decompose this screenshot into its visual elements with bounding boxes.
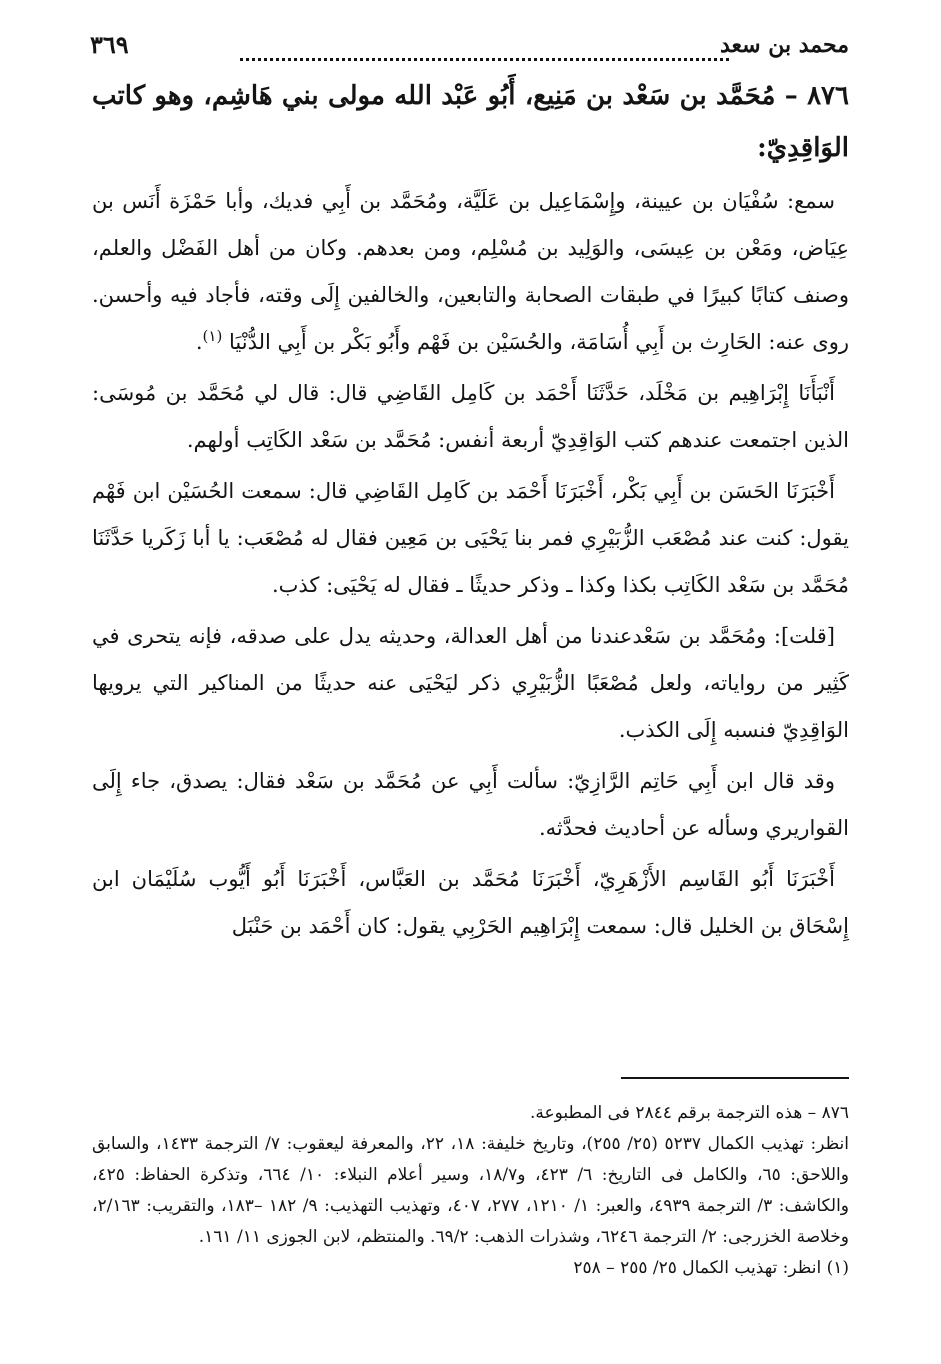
footnote-divider [621, 1077, 849, 1079]
footnote-entry-number: ٨٧٦ – هذه الترجمة برقم ٢٨٤٤ فى المطبوعة. [529, 1103, 849, 1123]
footnote-reference: (١) [202, 327, 223, 345]
paragraph-abu-hatim: وقد قال ابن أَبِي حَاتِم الرَّازِيّ: سألت أَبِي عن مُحَمَّد بن سَعْد فقال: يصدق، جاء إِلَى القواريري وسأله عن أحاديث فحدَّثه. [92, 769, 849, 840]
footnote-sources: انظر: تهذيب الكمال ٥٢٣٧ (٢٥/ ٢٥٥)، وتاريخ خليفة: ١٨، ٢٢، والمعرفة ليعقوب: ٧/ الترجمة ١٤٣٣، والسابق واللاحق: ٦٥، والكامل فى التاريخ: ٦/ ٤٢٣، و١٨/٧، وسير أعلام النبلاء: ١٠/ ٦٦٤، وتذكرة الحفاظ: ٤٢٥، والكاشف: ٣/ الترجمة ٤٩٣٩، والعبر: ١/ ١٢١٠، ٢٧٧، ٤٠٧، وتهذيب التهذيب: ٩/ ١٨٢ –١٨٣، والتقريب: ٢/١٦٣، وخلاصة الخزرجى: ٢/ الترجمة ٦٢٤٦، وشذرات الذهب: ٦٩/٢. والمنتظم، لابن الجوزى ١١/ ١٦١. [92, 1134, 850, 1247]
paragraph-transmitters-text: سمع: سُفْيَان بن عيينة، وإِسْمَاعِيل بن عَلَيَّة، ومُحَمَّد بن أَبِي فديك، وأبا حَمْزَة أَنَس بن عِيَاض، ومَعْن بن عِيسَى، والوَلِيد بن مُسْلِم، ومن بعدهم. وكان من أهل الفَضْل والعلم، وصنف كتابًا كبيرًا في طبقات الصحابة والتابعين، والخالفين إِلَى وقته، فأجاد فيه وأحسن. روى عنه: الحَارِث بن أَبِي أُسَامَة، والحُسَيْن بن فَهْم وأَبُو بَكْر بن أَبِي الدُّنْيَا [92, 189, 849, 354]
sentence-end: . [195, 330, 203, 354]
running-title: محمد بن سعد [719, 32, 849, 58]
header-dot-leader [240, 58, 729, 61]
footnotes [92, 1098, 849, 1284]
entry-title: ٨٧٦ – مُحَمَّد بن سَعْد بن مَنِيع، أَبُو عَبْد الله مولى بني هَاشِم، وهو كاتب الوَاقِدِيّ: [92, 81, 849, 163]
paragraph-author-comment: [قلت]: ومُحَمَّد بن سَعْدعندنا من أهل العدالة، وحديثه يدل على صدقه، فإنه يتحرى في كَثِير من رواياته، ولعل مُصْعَبًا الزُّبَيْرِي ذكر ليَحْيَى عنه حديثًا من المناكير التي يرويها الوَاقِدِيّ فنسبه إِلَى الكذب. [92, 624, 849, 742]
main-text [92, 70, 849, 950]
running-header [90, 24, 849, 70]
footnote-1: (١) انظر: تهذيب الكمال ٢٥/ ٢٥٥ – ٢٥٨ [573, 1258, 849, 1278]
paragraph-narration-1: أَنْبَأَنَا إِبْرَاهِيم بن مَخْلَد، حَدَّثَنَا أَحْمَد بن كَامِل القَاضِي قال: قال لي مُحَمَّد بن مُوسَى: الذين اجتمعت عندهم كتب الوَاقِدِيّ أربعة أنفس: مُحَمَّد بن سَعْد الكَاتِب أولهم. [92, 381, 849, 452]
page-number: ٣٦٩ [90, 30, 129, 59]
paragraph-transmitters [92, 178, 849, 366]
paragraph-narration-3: أَخْبَرَنَا أَبُو القَاسِم الأَزْهَرِيّ، أَخْبَرَنَا مُحَمَّد بن العَبَّاس، أَخْبَرَنَا أَبُو أَيُّوب سُلَيْمَان ابن إِسْحَاق بن الخليل قال: سمعت إِبْرَاهِيم الحَرْبِي يقول: كان أَحْمَد بن حَنْبَل [92, 867, 849, 938]
paragraph-narration-2: أَخْبَرَنَا الحَسَن بن أَبِي بَكْر، أَخْبَرَنَا أَحْمَد بن كَامِل القَاضِي قال: سمعت الحُسَيْن ابن فَهْم يقول: كنت عند مُصْعَب الزُّبَيْرِي فمر بنا يَحْيَى بن مَعِين فقال له مُصْعَب: يا أبا زَكَريا حَدَّثَنَا مُحَمَّد بن سَعْد الكَاتِب بكذا وكذا ـ وذكر حديثًا ـ فقال له يَحْيَى: كذب. [92, 479, 849, 597]
